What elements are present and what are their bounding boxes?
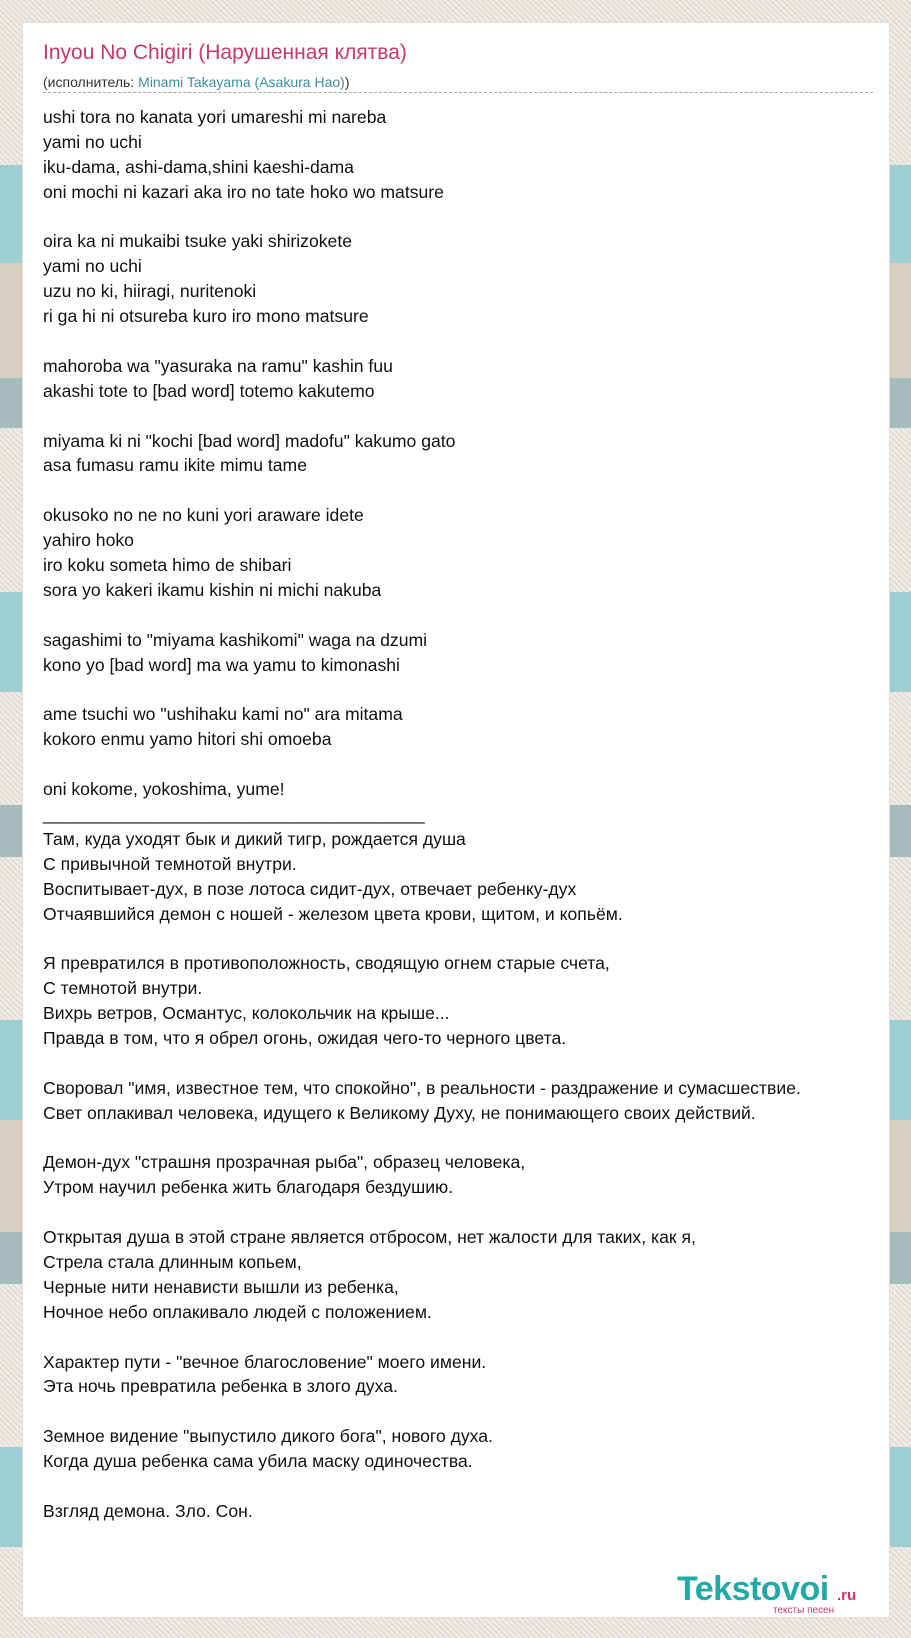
logo-domain-suffix: .ru bbox=[837, 1587, 857, 1604]
lyric-line: okusoko no ne no kuni yori araware idete bbox=[43, 505, 364, 526]
lyric-line: С привычной темнотой внутри. bbox=[43, 853, 297, 874]
lyric-line: _______________________________________ bbox=[43, 803, 425, 824]
lyric-line: С темнотой внутри. bbox=[43, 978, 203, 999]
lyric-line: Утром научил ребенка жить благодаря бездушию. bbox=[43, 1177, 454, 1198]
lyric-blank-line bbox=[43, 1125, 889, 1150]
lyric-line: Земное видение "выпустило дикого бога", нового духа. bbox=[43, 1426, 493, 1447]
lyric-line: asa fumasu ramu ikite mimu tame bbox=[43, 455, 307, 476]
lyric-line: ame tsuchi wo "ushihaku kami no" ara mitama bbox=[43, 704, 403, 725]
lyric-line: Стрела стала длинным копьем, bbox=[43, 1251, 302, 1272]
lyric-line: Своровал "имя, известное тем, что спокойно", в реальности - раздражение и сумасшествие. bbox=[43, 1077, 801, 1098]
lyric-line: Там, куда уходят бык и дикий тигр, рождается душа bbox=[43, 828, 466, 849]
lyric-line: Открытая душа в этой стране является отбросом, нет жалости для таких, как я, bbox=[43, 1227, 696, 1248]
lyric-blank-line bbox=[43, 1199, 889, 1224]
lyric-line: Демон-дух "страшня прозрачная рыба", образец человека, bbox=[43, 1152, 526, 1173]
lyric-blank-line bbox=[43, 602, 889, 627]
lyrics-card bbox=[22, 22, 890, 1618]
lyric-blank-line bbox=[43, 1050, 889, 1075]
lyric-line: Правда в том, что я обрел огонь, ожидая чего-то черного цвета. bbox=[43, 1027, 567, 1048]
lyric-line: miyama ki ni "kochi [bad word] madofu" kakumo gato bbox=[43, 430, 456, 451]
logo-wordmark: Tekstovoi bbox=[677, 1570, 829, 1608]
lyric-line: Эта ночь превратила ребенка в злого духа. bbox=[43, 1376, 398, 1397]
lyric-blank-line bbox=[43, 204, 889, 229]
lyric-line: kono yo [bad word] ma wa yamu to kimonashi bbox=[43, 654, 400, 675]
lyric-line: oira ka ni mukaibi tsuke yaki shirizokete bbox=[43, 231, 352, 252]
lyric-blank-line bbox=[43, 328, 889, 353]
lyric-line: Черные нити ненависти вышли из ребенка, bbox=[43, 1276, 399, 1297]
lyric-line: mahoroba wa "yasuraka na ramu" kashin fuu bbox=[43, 355, 393, 376]
lyric-line: Когда душа ребенка сама убила маску одиночества. bbox=[43, 1451, 473, 1472]
lyric-line: yahiro hoko bbox=[43, 530, 134, 551]
lyric-line: Воспитывает-дух, в позе лотоса сидит-дух, отвечает ребенку-дух bbox=[43, 878, 577, 899]
lyric-blank-line bbox=[43, 676, 889, 701]
lyric-line: oni mochi ni kazari aka iro no tate hoko wo matsure bbox=[43, 181, 444, 202]
lyric-line: akashi tote to [bad word] totemo kakutemo bbox=[43, 380, 375, 401]
lyric-line: Вихрь ветров, Османтус, колокольчик на крыше... bbox=[43, 1003, 450, 1024]
site-logo[interactable] bbox=[655, 1570, 895, 1620]
lyric-line: sagashimi to "miyama kashikomi" waga na dzumi bbox=[43, 629, 428, 650]
lyric-line: Я превратился в противоположность, сводящую огнем старые счета, bbox=[43, 953, 610, 974]
lyric-line: iro koku someta himo de shibari bbox=[43, 555, 292, 576]
lyric-blank-line bbox=[43, 1398, 889, 1423]
lyric-blank-line bbox=[43, 1324, 889, 1349]
lyric-blank-line bbox=[43, 477, 889, 502]
lyric-blank-line bbox=[43, 1473, 889, 1498]
lyric-line: ushi tora no kanata yori umareshi mi nareba bbox=[43, 107, 387, 127]
artist-suffix: ) bbox=[344, 74, 350, 90]
lyric-blank-line bbox=[43, 751, 889, 776]
lyric-line: Взгляд демона. Зло. Сон. bbox=[43, 1500, 253, 1521]
lyric-line: Свет оплакивал человека, идущего к Великому Духу, не понимающего своих действий. bbox=[43, 1102, 756, 1123]
lyric-line: uzu no ki, hiiragi, nuritenoki bbox=[43, 281, 257, 302]
lyric-blank-line bbox=[43, 403, 889, 428]
lyric-line: iku-dama, ashi-dama,shini kaeshi-dama bbox=[43, 156, 354, 177]
lyric-line: Характер пути - "вечное благословение" моего имени. bbox=[43, 1351, 487, 1372]
page-title: Inyou No Chigiri (Нарушенная клятва) bbox=[43, 41, 407, 64]
artist-link[interactable]: Minami Takayama (Asakura Hao) bbox=[138, 74, 345, 90]
artist-prefix: (исполнитель: bbox=[43, 74, 139, 90]
lyric-line: yami no uchi bbox=[43, 256, 142, 277]
lyric-line: sora yo kakeri ikamu kishin ni michi nakuba bbox=[43, 579, 382, 600]
lyric-line: yami no uchi bbox=[43, 131, 142, 152]
lyric-line: ri ga hi ni otsureba kuro iro mono matsure bbox=[43, 306, 369, 327]
lyrics-text bbox=[43, 104, 889, 1523]
artist-line bbox=[43, 74, 873, 93]
lyric-line: Отчаявшийся демон с ношей - железом цвета крови, щитом, и копьём. bbox=[43, 903, 623, 924]
lyric-blank-line bbox=[43, 925, 889, 950]
lyric-line: Ночное небо оплакивало людей с положением. bbox=[43, 1301, 432, 1322]
logo-tagline: тексты песен bbox=[773, 1605, 835, 1616]
lyric-line: oni kokome, yokoshima, yume! bbox=[43, 779, 285, 800]
lyric-line: kokoro enmu yamo hitori shi omoeba bbox=[43, 729, 332, 750]
